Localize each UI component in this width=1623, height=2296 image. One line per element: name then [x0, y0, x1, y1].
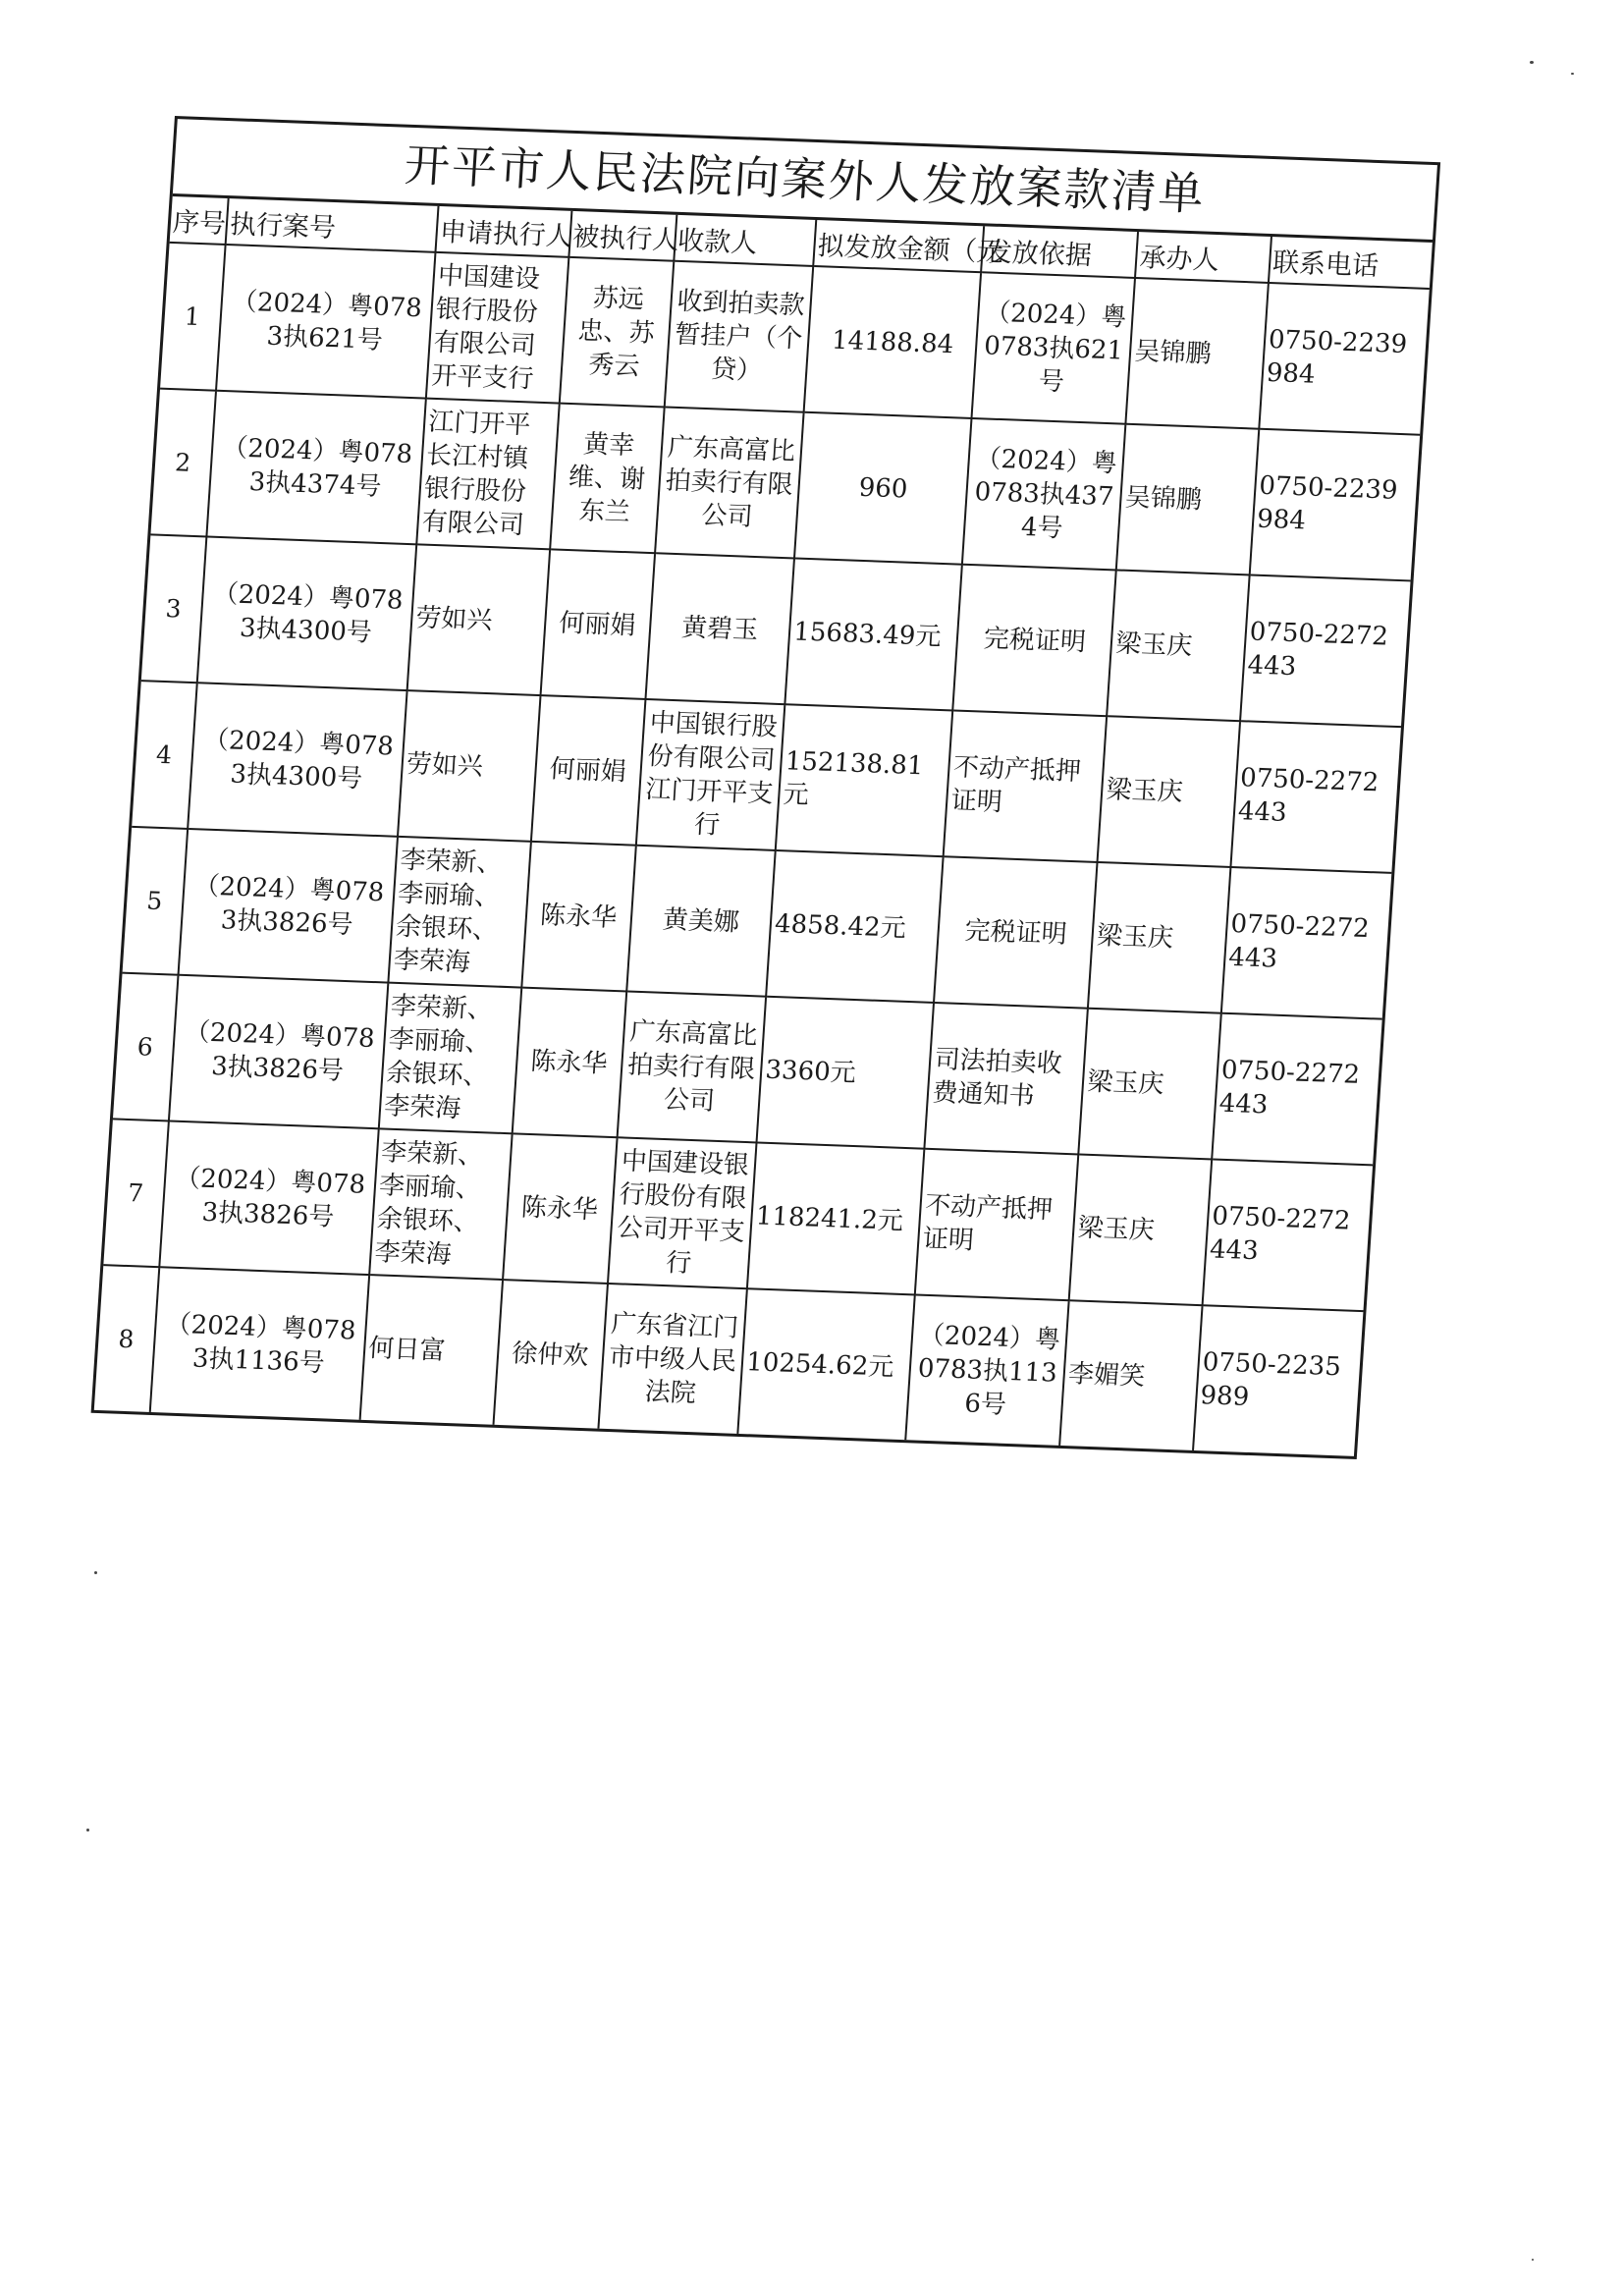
cell-applicant: 中国建设银行股份有限公司开平支行: [426, 252, 568, 404]
cell-basis: （2024）粤0783执4374号: [962, 418, 1125, 570]
cell-seq: 7: [103, 1119, 169, 1267]
cell-handler: 吴锦鹏: [1116, 424, 1259, 575]
cell-seq: 3: [141, 534, 207, 683]
cell-basis: （2024）粤0783执1136号: [906, 1294, 1069, 1445]
cell-phone: 0750-2239984: [1250, 429, 1421, 581]
cell-amount: 152138.81元: [776, 704, 953, 856]
cell-seq: 6: [113, 973, 179, 1121]
cell-respondent: 何丽娟: [530, 695, 645, 846]
cell-basis: 司法拍卖收费通知书: [925, 1003, 1088, 1154]
header-case-no: 执行案号: [226, 198, 439, 252]
header-handler: 承办人: [1135, 232, 1271, 283]
cell-case-no: （2024）粤0783执621号: [216, 245, 435, 399]
cell-respondent: 陈永华: [521, 842, 636, 992]
cell-phone: 0750-2272443: [1230, 721, 1401, 873]
cell-applicant: 何日富: [360, 1275, 503, 1425]
cell-case-no: （2024）粤0783执4300号: [188, 683, 406, 837]
cell-case-no: （2024）粤0783执1136号: [150, 1267, 369, 1420]
cell-handler: 梁玉庆: [1079, 1009, 1221, 1160]
cell-amount: 118241.2元: [747, 1142, 925, 1294]
cell-basis: 完税证明: [934, 856, 1097, 1008]
document-title: 开平市人民法院向案外人发放案款清单: [173, 119, 1437, 243]
cell-respondent: 陈永华: [512, 988, 626, 1138]
cell-respondent: 陈永华: [503, 1133, 618, 1284]
scan-speck: [1571, 73, 1574, 75]
cell-applicant: 劳如兴: [398, 690, 540, 842]
cell-applicant: 劳如兴: [407, 544, 550, 695]
cell-applicant: 李荣新、李丽瑜、余银环、李荣海: [369, 1128, 512, 1280]
cell-handler: 梁玉庆: [1088, 862, 1230, 1013]
cell-respondent: 徐仲欢: [493, 1280, 607, 1429]
cell-payee: 广东高富比拍卖行有限公司: [655, 407, 804, 558]
cell-handler: 梁玉庆: [1108, 570, 1250, 721]
cell-case-no: （2024）粤0783执4300号: [197, 536, 416, 690]
cell-phone: 0750-2272443: [1212, 1013, 1382, 1166]
cell-basis: 不动产抵押证明: [915, 1149, 1078, 1300]
cell-applicant: 江门开平长江村镇银行股份有限公司: [416, 399, 559, 550]
cell-basis: （2024）粤0783执621号: [972, 272, 1135, 423]
scan-speck: [94, 1571, 97, 1574]
cell-seq: 1: [160, 243, 226, 391]
cell-phone: 0750-2272443: [1240, 574, 1411, 727]
header-respondent: 被执行人: [568, 211, 676, 261]
header-applicant: 申请执行人: [436, 206, 571, 257]
cell-applicant: 李荣新、李丽瑜、余银环、李荣海: [379, 983, 521, 1134]
cell-handler: 梁玉庆: [1098, 716, 1240, 867]
header-payee: 收款人: [674, 215, 817, 266]
cell-payee: 收到拍卖款暂挂户（个贷）: [664, 261, 813, 412]
cell-payee: 广东高富比拍卖行有限公司: [617, 991, 766, 1142]
cell-seq: 5: [123, 827, 189, 975]
cell-seq: 8: [94, 1265, 160, 1412]
cell-phone: 0750-2272443: [1221, 867, 1392, 1019]
cell-amount: 960: [794, 412, 972, 565]
cell-phone: 0750-2239984: [1259, 283, 1430, 435]
cell-case-no: （2024）粤0783执3826号: [179, 829, 398, 983]
cell-payee: 黄碧玉: [645, 553, 794, 704]
cell-case-no: （2024）粤0783执3826号: [159, 1121, 378, 1275]
header-phone: 联系电话: [1269, 237, 1433, 289]
cell-basis: 完税证明: [953, 565, 1116, 716]
header-basis: 发放依据: [982, 226, 1139, 278]
cell-case-no: （2024）粤0783执4374号: [206, 391, 425, 545]
cell-payee: 广东省江门市中级人民法院: [598, 1284, 747, 1434]
cell-seq: 2: [150, 389, 216, 537]
cell-handler: 吴锦鹏: [1126, 278, 1269, 429]
cell-case-no: （2024）粤0783执3826号: [169, 975, 388, 1129]
scan-speck: [86, 1829, 89, 1831]
header-seq: 序号: [170, 196, 229, 245]
cell-applicant: 李荣新、李丽瑜、余银环、李荣海: [388, 837, 530, 988]
scan-speck: [1530, 61, 1534, 64]
cell-respondent: 苏远忠、苏秀云: [559, 257, 674, 408]
payout-sheet: [91, 116, 1441, 1459]
cell-respondent: 黄幸维、谢东兰: [550, 404, 665, 554]
scan-speck: [1532, 2259, 1534, 2261]
cell-basis: 不动产抵押证明: [944, 710, 1107, 861]
cell-payee: 中国银行股份有限公司江门开平支行: [635, 699, 784, 850]
cell-amount: 15683.49元: [785, 558, 963, 710]
cell-respondent: 何丽娟: [540, 549, 655, 699]
cell-amount: 4858.42元: [766, 850, 944, 1003]
cell-handler: 梁玉庆: [1069, 1154, 1212, 1305]
cell-seq: 4: [132, 681, 197, 829]
cell-payee: 黄美娜: [626, 846, 776, 997]
header-amount: 拟发放金额（元: [813, 220, 984, 272]
cell-phone: 0750-2235989: [1193, 1305, 1364, 1456]
cell-payee: 中国建设银行股份有限公司开平支行: [608, 1137, 757, 1288]
cell-phone: 0750-2272443: [1202, 1159, 1373, 1311]
cell-handler: 李媚笑: [1059, 1300, 1202, 1450]
cell-amount: 10254.62元: [738, 1288, 916, 1440]
payout-table: [94, 196, 1433, 1456]
cell-amount: 14188.84: [804, 266, 982, 418]
cell-amount: 3360元: [757, 997, 935, 1149]
